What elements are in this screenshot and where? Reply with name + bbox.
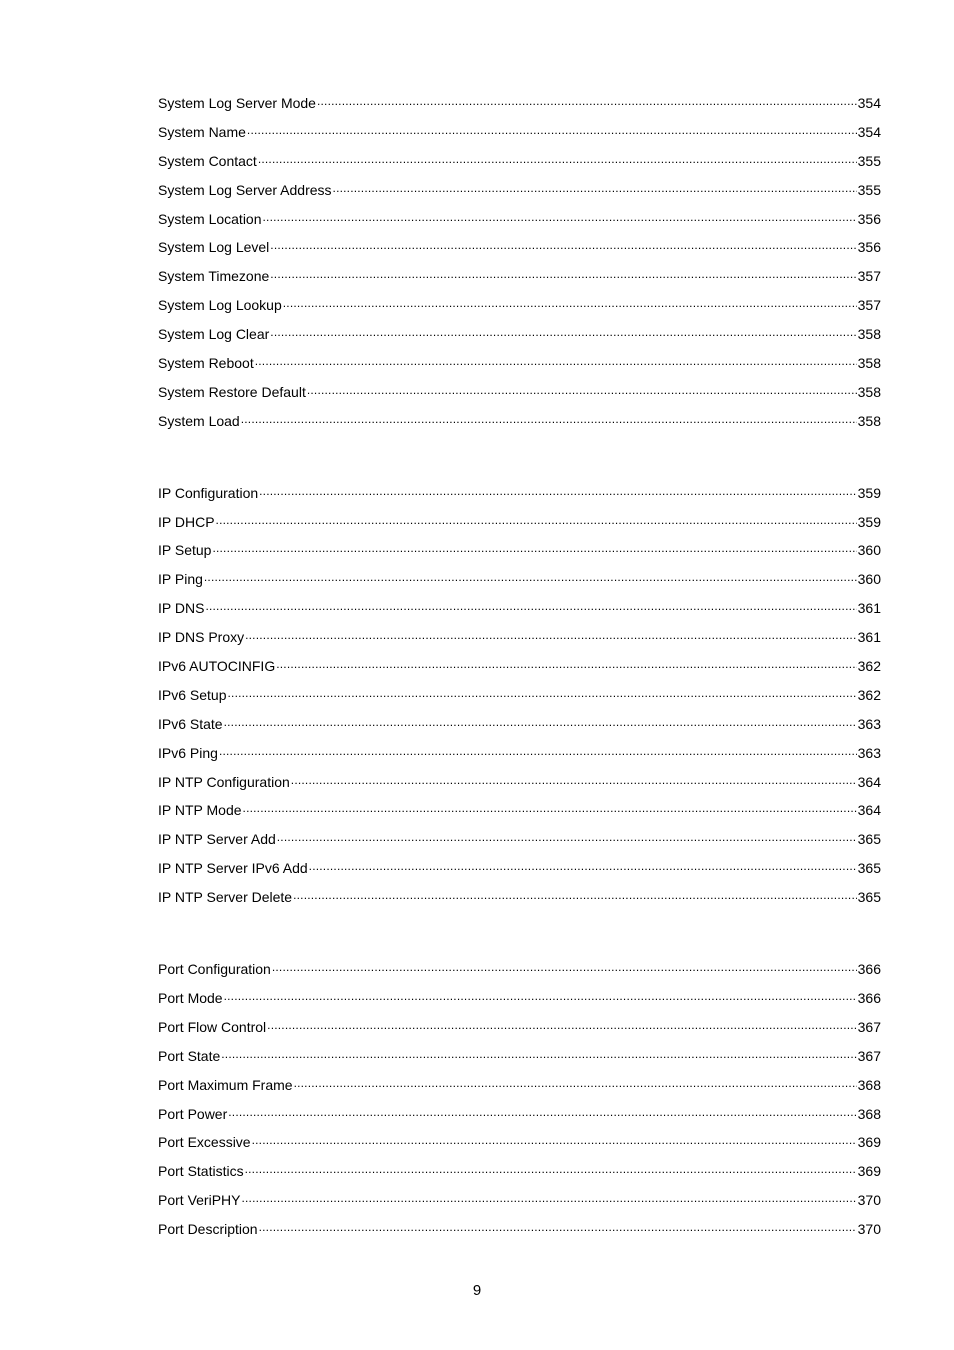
toc-entry-title: System Contact bbox=[158, 152, 257, 169]
toc-entry[interactable] bbox=[158, 1013, 881, 1042]
toc-entry-page: 358 bbox=[857, 383, 881, 400]
toc-entry-title: IPv6 Setup bbox=[158, 686, 227, 703]
toc-entry-title: IPv6 AUTOCINFIG bbox=[158, 658, 276, 675]
toc-entry[interactable] bbox=[158, 594, 881, 623]
toc-entry-page: 363 bbox=[857, 715, 881, 732]
toc-entry[interactable] bbox=[158, 536, 881, 565]
toc-group-system bbox=[158, 89, 881, 436]
toc-entry-page: 354 bbox=[857, 123, 881, 140]
toc-entry[interactable] bbox=[158, 262, 881, 291]
toc-entry-title: Port Maximum Frame bbox=[158, 1076, 293, 1093]
toc-dot-leader bbox=[270, 317, 856, 347]
toc-entry-title: System Log Clear bbox=[158, 326, 270, 343]
toc-entry[interactable] bbox=[158, 623, 881, 652]
toc-entry-page: 369 bbox=[857, 1163, 881, 1180]
toc-entry-page: 367 bbox=[857, 1047, 881, 1064]
toc-entry-page: 355 bbox=[857, 152, 881, 169]
toc-entry[interactable] bbox=[158, 407, 881, 436]
toc-dot-leader bbox=[212, 533, 856, 563]
toc-entry[interactable] bbox=[158, 378, 881, 407]
toc-entry[interactable] bbox=[158, 1157, 881, 1186]
toc-entry[interactable] bbox=[158, 1071, 881, 1100]
toc-dot-leader bbox=[216, 505, 857, 535]
toc-entry[interactable] bbox=[158, 320, 881, 349]
toc-dot-leader bbox=[205, 591, 856, 621]
toc-entry-page: 355 bbox=[857, 181, 881, 198]
toc-dot-leader bbox=[247, 115, 857, 145]
toc-dot-leader bbox=[258, 144, 857, 174]
toc-group-ip bbox=[158, 479, 881, 912]
toc-entry-title: IP NTP Server Add bbox=[158, 831, 276, 848]
toc-entry-page: 368 bbox=[857, 1076, 881, 1093]
toc-entry-title: Port Flow Control bbox=[158, 1018, 267, 1035]
toc-entry[interactable] bbox=[158, 1042, 881, 1071]
toc-entry[interactable] bbox=[158, 508, 881, 537]
toc-dot-leader bbox=[317, 86, 857, 116]
toc-group-port bbox=[158, 955, 881, 1244]
toc-entry-page: 359 bbox=[857, 513, 881, 530]
toc-entry-page: 364 bbox=[857, 802, 881, 819]
toc-entry[interactable] bbox=[158, 984, 881, 1013]
toc-entry-page: 370 bbox=[857, 1192, 881, 1209]
toc-entry[interactable] bbox=[158, 739, 881, 768]
toc-entry[interactable] bbox=[158, 565, 881, 594]
toc-entry[interactable] bbox=[158, 883, 881, 912]
toc-dot-leader bbox=[263, 202, 857, 232]
toc-entry-title: Port VeriPHY bbox=[158, 1192, 241, 1209]
toc-entry-title: System Log Server Address bbox=[158, 181, 332, 198]
toc-entry-title: System Name bbox=[158, 123, 246, 140]
toc-entry-title: IP DHCP bbox=[158, 513, 215, 530]
toc-entry-title: IP NTP Configuration bbox=[158, 773, 290, 790]
toc-entry-title: System Location bbox=[158, 210, 262, 227]
toc-entry[interactable] bbox=[158, 955, 881, 984]
toc-entry-title: Port State bbox=[158, 1047, 221, 1064]
toc-dot-leader bbox=[219, 736, 857, 766]
toc-entry-title: System Log Server Mode bbox=[158, 95, 316, 111]
toc-entry[interactable] bbox=[158, 710, 881, 739]
toc-dot-leader bbox=[245, 1154, 857, 1184]
toc-entry-page: 357 bbox=[857, 268, 881, 285]
toc-dot-leader bbox=[228, 678, 857, 708]
toc-entry-title: IP Configuration bbox=[158, 484, 259, 501]
toc-entry[interactable] bbox=[158, 176, 881, 205]
toc-dot-leader bbox=[294, 1068, 857, 1098]
toc-dot-leader bbox=[243, 793, 857, 823]
toc-dot-leader bbox=[252, 1125, 857, 1155]
toc-entry[interactable] bbox=[158, 89, 881, 118]
toc-entry-page: 361 bbox=[857, 629, 881, 646]
toc-entry-title: System Reboot bbox=[158, 355, 254, 372]
toc-dot-leader bbox=[333, 173, 857, 203]
toc-entry-title: Port Configuration bbox=[158, 961, 271, 978]
toc-dot-leader bbox=[259, 1212, 857, 1242]
toc-dot-leader bbox=[241, 1183, 856, 1213]
toc-entry-page: 358 bbox=[857, 326, 881, 343]
toc-entry-title: IP DNS Proxy bbox=[158, 629, 245, 646]
toc-entry[interactable] bbox=[158, 118, 881, 147]
toc-entry-title: Port Power bbox=[158, 1105, 228, 1122]
toc-dot-leader bbox=[259, 476, 857, 506]
toc-entry-page: 356 bbox=[857, 210, 881, 227]
toc-entry-page: 360 bbox=[857, 571, 881, 588]
toc-entry[interactable] bbox=[158, 796, 881, 825]
toc-entry-page: 365 bbox=[857, 860, 881, 877]
page-number: 9 bbox=[472, 1282, 482, 1299]
toc-entry[interactable] bbox=[158, 147, 881, 176]
toc-dot-leader bbox=[221, 1039, 856, 1069]
toc-entry[interactable] bbox=[158, 1128, 881, 1157]
toc-entry-page: 370 bbox=[857, 1221, 881, 1238]
toc-dot-leader bbox=[293, 880, 857, 910]
toc-entry-page: 359 bbox=[857, 484, 881, 501]
toc-dot-leader bbox=[255, 346, 857, 376]
toc-entry-page: 369 bbox=[857, 1134, 881, 1151]
toc-entry[interactable] bbox=[158, 205, 881, 234]
toc-entry-title: System Log Level bbox=[158, 239, 270, 256]
toc-dot-leader bbox=[267, 1010, 856, 1040]
toc-entry[interactable] bbox=[158, 291, 881, 320]
toc-entry-title: Port Mode bbox=[158, 989, 223, 1006]
toc-dot-leader bbox=[224, 981, 857, 1011]
toc-entry-page: 368 bbox=[857, 1105, 881, 1122]
toc-entry-page: 367 bbox=[857, 1018, 881, 1035]
toc-dot-leader bbox=[204, 562, 857, 592]
table-of-contents bbox=[158, 89, 881, 1244]
toc-dot-leader bbox=[228, 1097, 856, 1127]
toc-entry-page: 366 bbox=[857, 961, 881, 978]
toc-dot-leader bbox=[241, 404, 857, 434]
toc-entry[interactable] bbox=[158, 768, 881, 797]
toc-entry-page: 363 bbox=[857, 744, 881, 761]
toc-entry-title: Port Excessive bbox=[158, 1134, 251, 1151]
toc-entry[interactable] bbox=[158, 1215, 881, 1244]
toc-entry-title: System Log Lookup bbox=[158, 297, 282, 314]
toc-entry[interactable] bbox=[158, 1186, 881, 1215]
toc-entry-page: 366 bbox=[857, 989, 881, 1006]
toc-entry-page: 365 bbox=[857, 831, 881, 848]
toc-dot-leader bbox=[270, 230, 856, 260]
toc-entry-title: Port Description bbox=[158, 1221, 258, 1238]
toc-entry-page: 358 bbox=[857, 412, 881, 429]
toc-entry-page: 360 bbox=[857, 542, 881, 559]
toc-entry[interactable] bbox=[158, 681, 881, 710]
toc-entry-title: Port Statistics bbox=[158, 1163, 244, 1180]
toc-entry[interactable] bbox=[158, 825, 881, 854]
toc-entry-page: 357 bbox=[857, 297, 881, 314]
toc-dot-leader bbox=[245, 620, 857, 650]
toc-dot-leader bbox=[272, 952, 857, 982]
toc-dot-leader bbox=[270, 259, 856, 289]
toc-entry-title: IP Setup bbox=[158, 542, 212, 559]
toc-entry[interactable] bbox=[158, 854, 881, 883]
toc-dot-leader bbox=[307, 375, 857, 405]
toc-entry-page: 364 bbox=[857, 773, 881, 790]
toc-entry-page: 356 bbox=[857, 239, 881, 256]
toc-entry-title: IP NTP Server IPv6 Add bbox=[158, 860, 308, 877]
toc-entry-title: IP NTP Mode bbox=[158, 802, 242, 819]
toc-entry[interactable] bbox=[158, 233, 881, 262]
toc-entry-page: 362 bbox=[857, 686, 881, 703]
toc-entry-page: 362 bbox=[857, 658, 881, 675]
toc-dot-leader bbox=[224, 707, 857, 737]
toc-entry[interactable] bbox=[158, 479, 881, 508]
toc-entry[interactable] bbox=[158, 349, 881, 378]
toc-entry-title: System Restore Default bbox=[158, 383, 306, 400]
toc-entry-title: IP DNS bbox=[158, 600, 205, 617]
toc-dot-leader bbox=[291, 765, 857, 795]
toc-entry-title: IP Ping bbox=[158, 571, 203, 588]
toc-entry[interactable] bbox=[158, 652, 881, 681]
toc-entry-title: IP NTP Server Delete bbox=[158, 889, 293, 906]
toc-entry-page: 358 bbox=[857, 355, 881, 372]
toc-dot-leader bbox=[309, 851, 857, 881]
toc-dot-leader bbox=[276, 649, 856, 679]
toc-dot-leader bbox=[277, 822, 857, 852]
toc-entry-page: 361 bbox=[857, 600, 881, 617]
toc-entry-title: System Load bbox=[158, 412, 240, 429]
toc-entry-page: 365 bbox=[857, 889, 881, 906]
toc-entry-title: IPv6 Ping bbox=[158, 744, 218, 761]
toc-entry-title: IPv6 State bbox=[158, 715, 223, 732]
toc-entry[interactable] bbox=[158, 1100, 881, 1129]
toc-entry-title: System Timezone bbox=[158, 268, 270, 285]
toc-dot-leader bbox=[283, 288, 857, 318]
toc-entry-page: 354 bbox=[857, 95, 881, 111]
